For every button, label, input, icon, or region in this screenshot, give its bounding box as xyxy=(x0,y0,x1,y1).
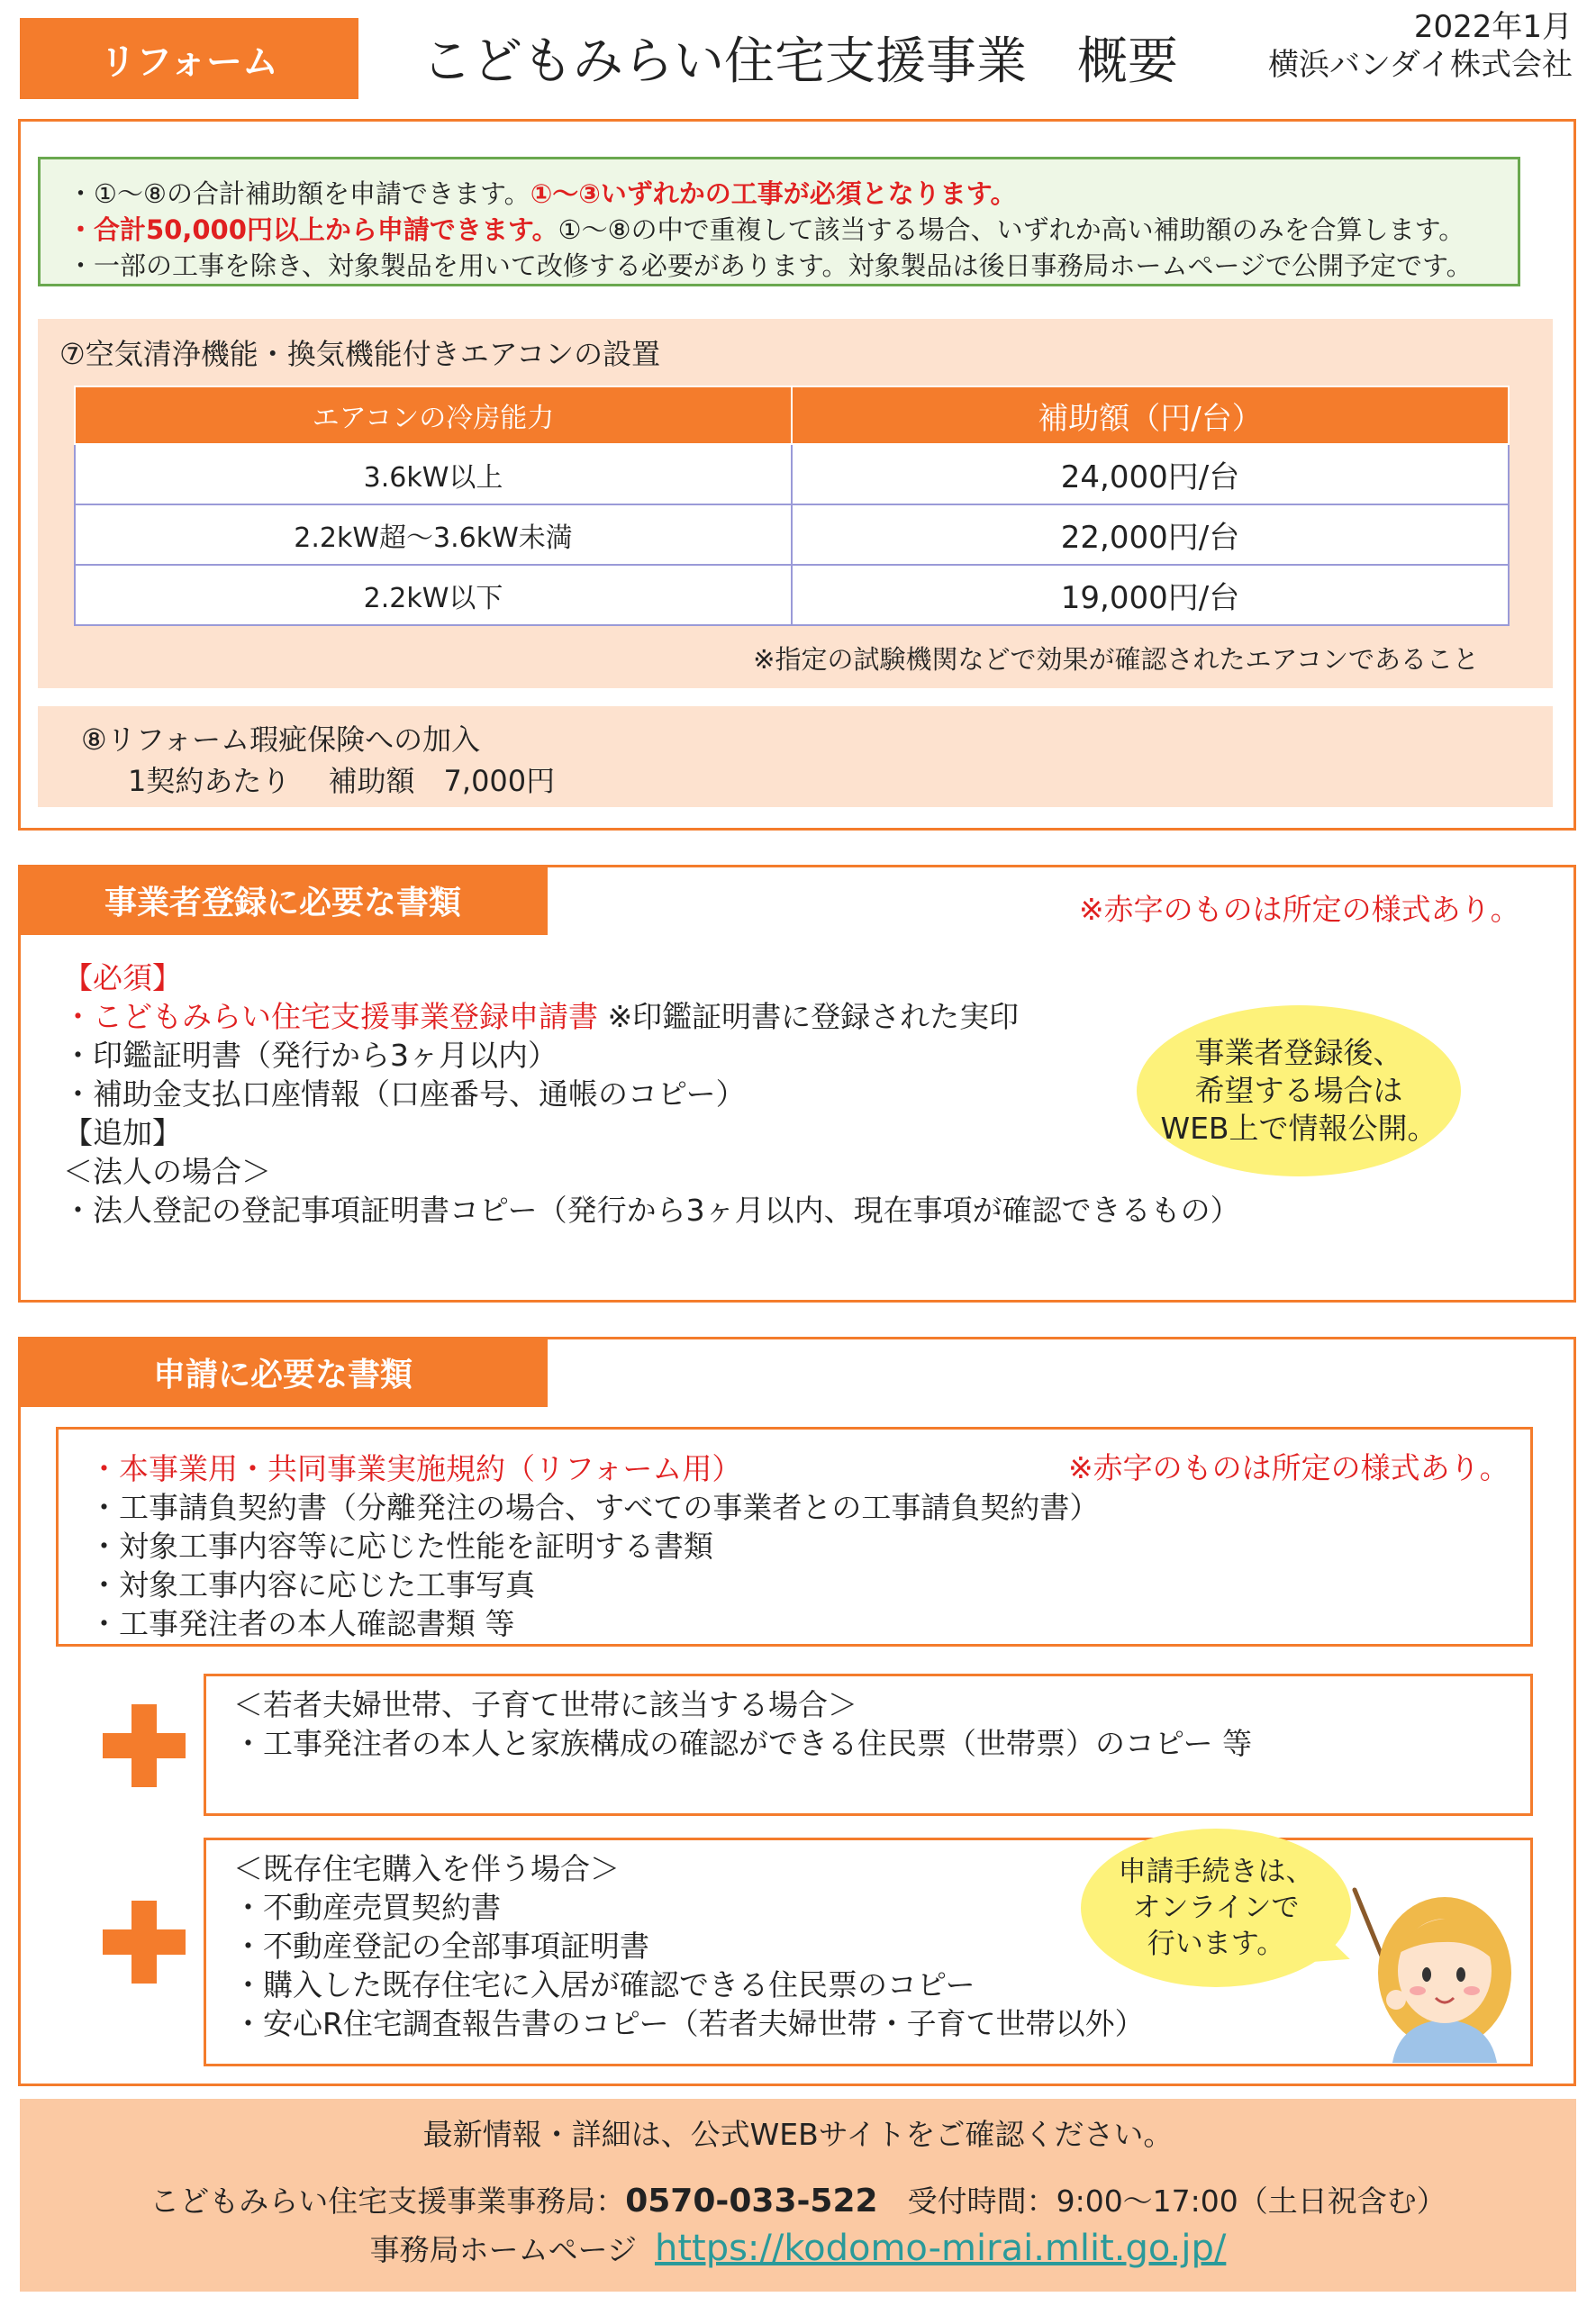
notice-highlight: ①～③いずれかの工事が必須となります。 xyxy=(530,178,1017,209)
homepage-link[interactable]: https://kodomo-mirai.mlit.go.jp/ xyxy=(654,2228,1227,2269)
list-item: ・法人登記の登記事項証明書コピー（発行から3ヶ月以内、現在事項が確認できるもの） xyxy=(63,1193,1240,1228)
existing-heading: ＜既存住宅購入を伴う場合＞ xyxy=(233,1851,620,1886)
list-item: ・補助金支払口座情報（口座番号、通帳のコピー） xyxy=(63,1076,746,1112)
office-hours: 受付時間：9:00～17:00（土日祝含む） xyxy=(877,2183,1446,2219)
insurance-title: ⑧リフォーム瑕疵保険への加入 xyxy=(81,722,481,757)
table-row xyxy=(75,504,1509,565)
bubble-line: オンラインで xyxy=(1132,1892,1300,1924)
notice-text: ・①～⑧の合計補助額を申請できます。 xyxy=(68,178,530,209)
notice-line-1 xyxy=(68,176,1491,212)
plus-icon xyxy=(103,1704,186,1787)
plus-icon xyxy=(103,1901,186,1984)
notice-line-2 xyxy=(68,212,1491,248)
table-row xyxy=(75,565,1509,625)
list-item: ・不動産売買契約書 xyxy=(233,1890,501,1925)
insurance-detail: 1契約あたり 補助額 7,000円 xyxy=(128,764,556,798)
table-row xyxy=(75,444,1509,504)
registration-note: ※赤字のものは所定の様式あり。 xyxy=(1079,892,1520,927)
list-item: ・工事発注者の本人確認書類 等 xyxy=(89,1606,515,1641)
capacity-cell: 2.2kW超～3.6kW未満 xyxy=(75,504,792,565)
registration-list xyxy=(63,958,1240,1230)
young-household-box xyxy=(204,1674,1533,1816)
young-heading: ＜若者夫婦世帯、子育て世帯に該当する場合＞ xyxy=(233,1687,857,1722)
bubble-line: 希望する場合は xyxy=(1194,1073,1403,1108)
required-heading: 【必須】 xyxy=(63,960,182,995)
homepage-label: 事務局ホームページ xyxy=(369,2232,637,2267)
notice-highlight: ・合計50,000円以上から申請できます。 xyxy=(68,214,558,245)
aircon-note: ※指定の試験機関などで効果が確認されたエアコンであること xyxy=(753,644,1479,675)
category-tag: リフォーム xyxy=(20,18,358,99)
application-tab: 申請に必要な書類 xyxy=(18,1337,548,1407)
notice-text: ①～⑧の中で重複して該当する場合、いずれか高い補助額のみを合算します。 xyxy=(558,214,1465,245)
registration-tab: 事業者登録に必要な書類 xyxy=(18,865,548,935)
phone-number[interactable]: 0570-033-522 xyxy=(625,2183,878,2220)
insurance-panel xyxy=(38,706,1553,807)
list-item: ・対象工事内容等に応じた性能を証明する書類 xyxy=(89,1529,713,1564)
required-item-extra: ※印鑑証明書に登録された実印 xyxy=(598,999,1020,1034)
column-header-capacity: エアコンの冷房能力 xyxy=(75,386,792,444)
list-item: ・工事発注者の本人と家族構成の確認ができる住民票（世帯票）のコピー 等 xyxy=(233,1726,1253,1761)
aircon-table xyxy=(74,386,1510,626)
bubble-line: WEB上で情報公開。 xyxy=(1160,1111,1437,1146)
capacity-cell: 3.6kW以上 xyxy=(75,444,792,504)
table-header-row xyxy=(75,386,1509,444)
notice-box xyxy=(38,157,1520,286)
office-label: こどもみらい住宅支援事業事務局： xyxy=(150,2183,626,2219)
registration-bubble xyxy=(1137,1005,1461,1176)
subsidy-cell: 24,000円/台 xyxy=(792,444,1509,504)
issue-date: 2022年1月 xyxy=(1413,9,1573,45)
list-item: ・安心R住宅調査報告書のコピー（若者夫婦世帯・子育て世帯以外） xyxy=(233,2006,1145,2041)
list-item: ・本事業用・共同事業実施規約（リフォーム用） xyxy=(89,1451,742,1486)
additional-heading: 【追加】 xyxy=(63,1115,182,1150)
application-note: ※赤字のものは所定の様式あり。 xyxy=(1068,1450,1510,1485)
teacher-girl-illustration-icon xyxy=(1337,1865,1517,2063)
list-item: ・購入した既存住宅に入居が確認できる住民票のコピー xyxy=(233,1967,975,2002)
bubble-line: 事業者登録後、 xyxy=(1194,1035,1403,1070)
bubble-line: 申請手続きは、 xyxy=(1118,1856,1314,1888)
subsidy-cell: 19,000円/台 xyxy=(792,565,1509,625)
company-name: 横浜バンダイ株式会社 xyxy=(1268,47,1573,83)
footer-info: 最新情報・詳細は、公式WEBサイトをご確認ください。 xyxy=(422,2117,1174,2152)
column-header-subsidy: 補助額（円/台） xyxy=(792,386,1509,444)
capacity-cell: 2.2kW以下 xyxy=(75,565,792,625)
footer-homepage xyxy=(20,2227,1576,2269)
page-title: こどもみらい住宅支援事業 概要 xyxy=(422,32,1178,91)
list-item xyxy=(63,997,1240,1036)
list-item: ・対象工事内容に応じた工事写真 xyxy=(89,1567,535,1602)
corporate-heading: ＜法人の場合＞ xyxy=(63,1154,271,1189)
bubble-line: 行います。 xyxy=(1147,1928,1285,1960)
subsidy-cell: 22,000円/台 xyxy=(792,504,1509,565)
notice-line-3: ・一部の工事を除き、対象製品を用いて改修する必要があります。対象製品は後日事務局ホームページで公開予定です。 xyxy=(68,250,1473,281)
application-bubble xyxy=(1081,1829,1351,1987)
footer-contact xyxy=(20,2178,1576,2220)
list-item: ・印鑑証明書（発行から3ヶ月以内） xyxy=(63,1038,558,1073)
list-item: ・工事請負契約書（分離発注の場合、すべての事業者との工事請負契約書） xyxy=(89,1490,1100,1525)
list-item: ・不動産登記の全部事項証明書 xyxy=(233,1929,649,1964)
required-item-red: ・こどもみらい住宅支援事業登録申請書 xyxy=(63,999,598,1034)
aircon-title: ⑦空気清浄機能・換気機能付きエアコンの設置 xyxy=(59,337,661,371)
